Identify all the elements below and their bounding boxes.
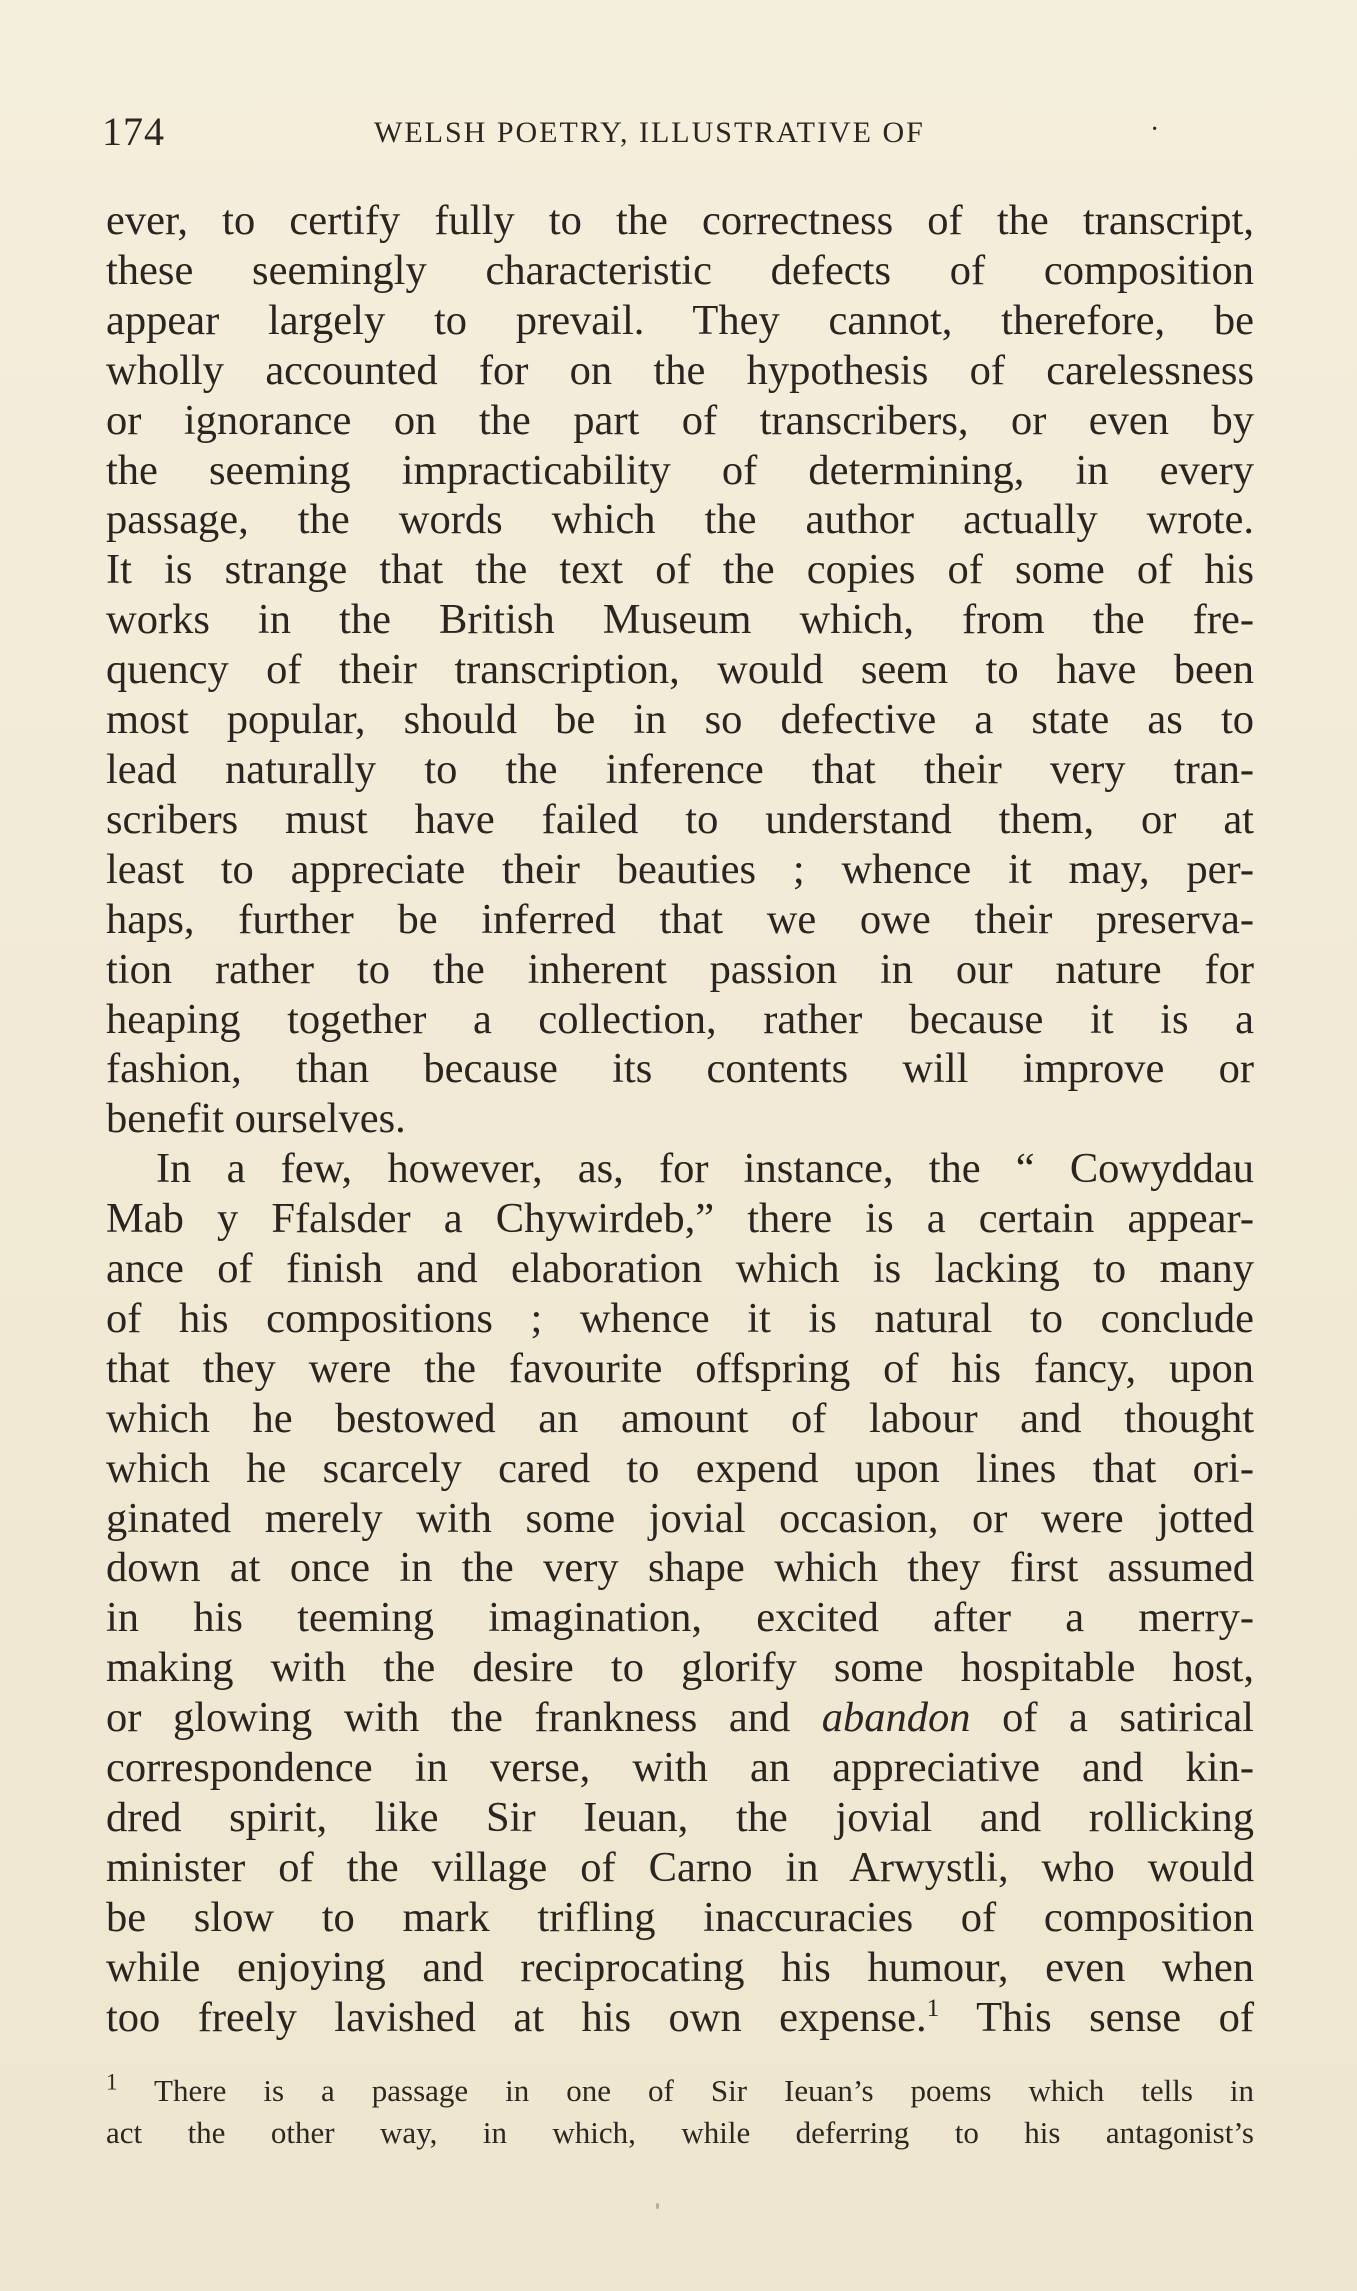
text-line-with-footnote-ref — [106, 1993, 1254, 2043]
text-segment: or glowing with the frankness and — [106, 1694, 822, 1742]
text-line: ginated merely with some jovial occasion, or were jotted — [106, 1494, 1254, 1542]
footnote-text: There is a passage in one of Sir Ieuan’s poems which tells in — [117, 2073, 1254, 2108]
text-line: scribers must have failed to understand them, or at — [106, 795, 1254, 843]
text-line: these seemingly characteristic defects of composition — [106, 246, 1254, 294]
text-line: the seeming impracticability of determining, in every — [106, 446, 1254, 494]
text-line: appear largely to prevail. They cannot, therefore, be — [106, 296, 1254, 344]
text-line: making with the desire to glorify some hospitable host, — [106, 1644, 1254, 1692]
text-line: passage, the words which the author actually wrote. — [106, 496, 1254, 544]
text-line: be slow to mark trifling inaccuracies of composition — [106, 1893, 1254, 1941]
text-line-with-italic — [106, 1693, 1254, 1743]
text-line: lead naturally to the inference that their very tran- — [106, 745, 1254, 793]
italic-word: abandon — [821, 1694, 971, 1742]
footnote-marker: 1 — [106, 2069, 118, 2096]
text-line: in his teeming imagination, excited after a merry- — [106, 1594, 1254, 1642]
text-line: down at once in the very shape which they first assumed — [106, 1544, 1254, 1592]
text-segment: This sense of — [939, 1993, 1255, 2041]
paper-speck — [656, 2203, 659, 2209]
text-line: minister of the village of Carno in Arwystli, who would — [106, 1843, 1254, 1891]
text-line: most popular, should be in so defective a state as to — [106, 696, 1254, 744]
text-segment: of a satirical — [970, 1694, 1254, 1742]
text-line: or ignorance on the part of transcribers, or even by — [106, 396, 1254, 444]
header-ornament: · — [1150, 114, 1160, 145]
text-line: haps, further be inferred that we owe their preserva- — [106, 895, 1254, 943]
running-title: WELSH POETRY, ILLUSTRATIVE OF — [374, 116, 925, 149]
footnote-line — [106, 2070, 1254, 2112]
footnote — [106, 2070, 1254, 2154]
body-text — [106, 196, 1254, 2043]
text-line: In a few, however, as, for instance, the “ Cowyddau — [156, 1145, 1254, 1193]
paragraph-1 — [106, 196, 1254, 1144]
paragraph-2 — [106, 1144, 1254, 2042]
text-segment: too freely lavished at his own expense. — [106, 1993, 927, 2041]
page-header — [102, 108, 1262, 168]
text-line: tion rather to the inherent passion in our nature for — [106, 945, 1254, 993]
footnote-reference[interactable]: 1 — [926, 1992, 940, 2022]
text-line: benefit ourselves. — [106, 1095, 406, 1143]
text-line: while enjoying and reciprocating his humour, even when — [106, 1943, 1254, 1991]
text-line: wholly accounted for on the hypothesis of carelessness — [106, 346, 1254, 394]
text-line: ance of finish and elaboration which is lacking to many — [106, 1245, 1254, 1293]
text-line: least to appreciate their beauties ; whence it may, per- — [106, 845, 1254, 893]
text-line: fashion, than because its contents will improve or — [106, 1045, 1254, 1093]
text-line: It is strange that the text of the copies of some of his — [106, 546, 1254, 594]
page-number: 174 — [102, 109, 165, 154]
footnote-line: act the other way, in which, while deferring to his antagonist’s — [106, 2115, 1254, 2150]
text-line: that they were the favourite offspring of his fancy, upon — [106, 1344, 1254, 1392]
text-line: heaping together a collection, rather because it is a — [106, 995, 1254, 1043]
text-line: works in the British Museum which, from the fre- — [106, 596, 1254, 644]
text-line: dred spirit, like Sir Ieuan, the jovial and rollicking — [106, 1794, 1254, 1841]
text-line: which he bestowed an amount of labour and thought — [106, 1394, 1254, 1442]
text-line: of his compositions ; whence it is natural to conclude — [106, 1294, 1254, 1342]
text-line: quency of their transcription, would seem to have been — [106, 646, 1254, 694]
text-line: Mab y Ffalsder a Chywirdeb,” there is a certain appear- — [106, 1195, 1254, 1243]
text-line: which he scarcely cared to expend upon lines that ori- — [106, 1444, 1254, 1492]
text-line: ever, to certify fully to the correctness of the transcript, — [106, 197, 1254, 244]
text-line: correspondence in verse, with an appreciative and kin- — [106, 1744, 1254, 1792]
